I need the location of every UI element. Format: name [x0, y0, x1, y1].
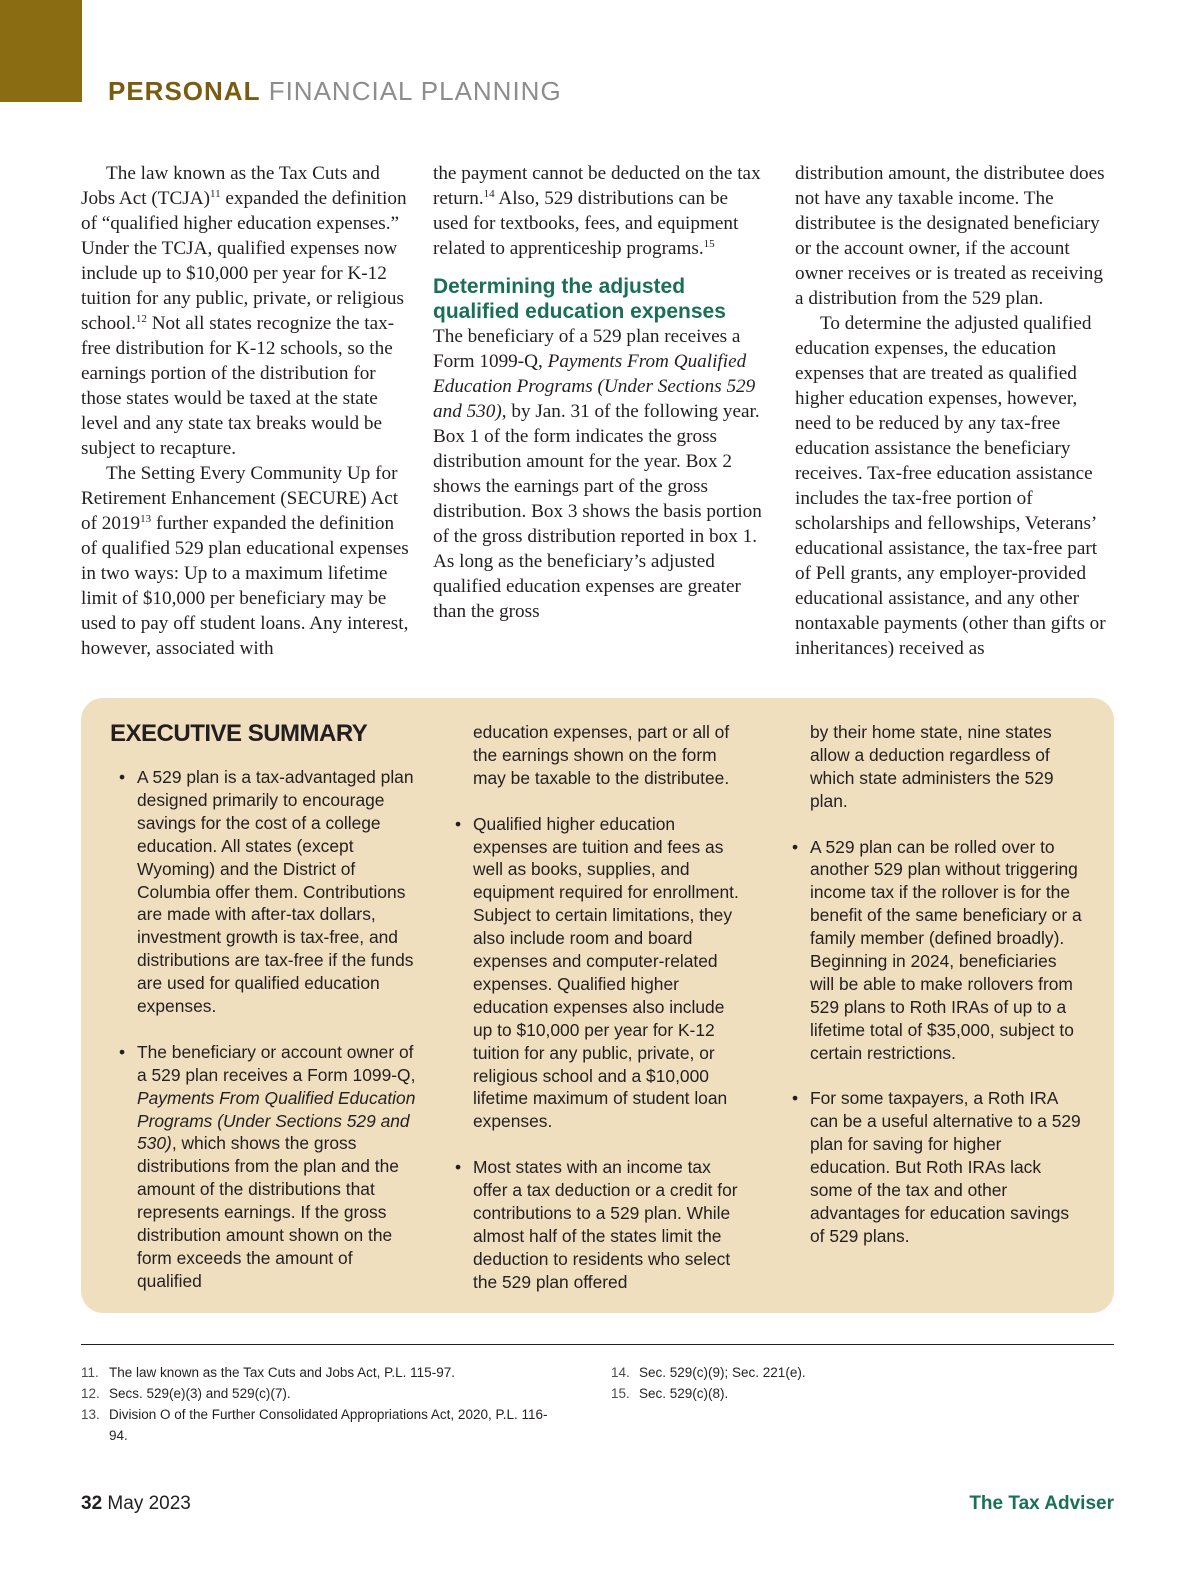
- footnote-number: 11.: [81, 1365, 99, 1380]
- summary-bullet-item: [110, 1041, 420, 1293]
- footnote-ref: 11: [209, 188, 221, 200]
- summary-bullet-item: [110, 766, 420, 1018]
- summary-bullet-item: [446, 813, 746, 1134]
- text-run: Also, 529 distributions can be used for textbooks, fees, and equipment related to apprenticeship programs.: [433, 188, 739, 259]
- footnote-number: 14.: [611, 1365, 630, 1380]
- publication-name: The Tax Adviser: [969, 1493, 1114, 1514]
- footnote-ref: 14: [483, 188, 495, 200]
- corner-color-block: [0, 0, 82, 102]
- summary-column-3: [783, 721, 1083, 1271]
- section-subheading: Determining the adjusted qualified education expenses: [433, 275, 726, 323]
- summary-bullet-continuation: [446, 721, 746, 790]
- summary-column-2: [446, 721, 746, 1317]
- footnotes-left: [81, 1362, 561, 1446]
- bullet-text: Qualified higher education expenses are tuition and fees as well as books, supplies, and equipment required for enrollment. Subject to certain limitations, they also include room and board expenses and computer-related expenses. Qualified higher education expenses also include up to $10,000 per year for K-12 tuition for any public, private, or religious school and a $10,000 lifetime maximum of student loan expenses.: [473, 813, 739, 1132]
- footnote: [81, 1404, 561, 1446]
- footnote-number: 12.: [81, 1386, 100, 1401]
- bullet-icon: •: [455, 813, 462, 834]
- paragraph: [81, 461, 413, 661]
- footnote-number: 13.: [81, 1407, 100, 1422]
- page-footer-left: [81, 1491, 191, 1517]
- bullet-text: by their home state, nine states allow a deduction regardless of which state administers the 529 plan.: [810, 722, 1054, 811]
- bullet-icon: •: [792, 1088, 799, 1109]
- executive-summary-box: [81, 698, 1114, 1313]
- text-run: Not all states recognize the tax-free distribution for K-12 schools, so the earnings portion of the distribution for those states would be taxed at the state level and any state tax breaks would be subject to recapture.: [81, 313, 395, 459]
- footnote-ref: 15: [703, 238, 715, 250]
- paragraph: [81, 161, 413, 461]
- bullet-icon: •: [119, 1041, 126, 1062]
- footnote-text: Division O of the Further Consolidated Appropriations Act, 2020, P.L. 116-94.: [109, 1407, 548, 1443]
- summary-bullet-item: [446, 1156, 746, 1293]
- body-column-2: [433, 161, 768, 624]
- issue-date: May 2023: [107, 1493, 191, 1514]
- bullet-text: education expenses, part or all of the earnings shown on the form may be taxable to the distributee.: [473, 722, 730, 788]
- page-number: 32: [81, 1493, 103, 1514]
- body-column-1: [81, 161, 413, 661]
- footnote-text: Sec. 529(c)(8).: [639, 1386, 729, 1401]
- footnote: [81, 1383, 561, 1404]
- summary-bullet-item: [783, 1087, 1083, 1247]
- paragraph: To determine the adjusted qualified education expenses, the education expenses that are treated as qualified higher education expenses, however, need to be reduced by any tax-free education assistance the beneficiary receives. Tax-free education assistance includes the tax-free portion of scholarships and fellowships, Veterans’ educational assistance, the tax-free part of Pell grants, any employer-provided educational assistance, and any other nontaxable payments (other than gifts or inheritances) received as: [795, 313, 1106, 659]
- paragraph: [433, 161, 768, 261]
- bullet-text: The beneficiary or account owner of a 529 plan receives a Form 1099-Q,: [137, 1041, 416, 1085]
- form-title-italic: Payments From Qualified Education Programs (Under Sections 529 and 530): [433, 351, 756, 422]
- text-run: expanded the definition of “qualified higher education expenses.” Under the TCJA, qualified expenses now include up to $10,000 per year for K-12 tuition for any public, private, or religious school.: [81, 188, 407, 334]
- section-header-bold: PERSONAL: [108, 76, 261, 106]
- footnote: [611, 1362, 1011, 1383]
- bullet-text: For some taxpayers, a Roth IRA can be a useful alternative to a 529 plan for saving for higher education. But Roth IRAs lack some of the tax and other advantages for education savings of 529 plans.: [810, 1088, 1081, 1246]
- bullet-text: Most states with an income tax offer a tax deduction or a credit for contributions to a 529 plan. While almost half of the states limit the deduction to residents who select the 529 plan offered: [473, 1157, 738, 1292]
- bullet-text: A 529 plan can be rolled over to another 529 plan without triggering income tax if the rollover is for the benefit of the same beneficiary or a family member (defined broadly). Beginning in 2024, beneficiaries will be able to make rollovers from 529 plans to Roth IRAs of up to a lifetime total of $35,000, subject to certain restrictions.: [810, 836, 1082, 1063]
- paragraph: [433, 324, 768, 624]
- footnote-divider: [81, 1344, 1114, 1345]
- body-column-3: [795, 161, 1113, 661]
- text-run: further expanded the definition of qualified 529 plan educational expenses in two ways: Up to a maximum lifetime limit of $10,000 per beneficiary may be used to pay off student loans. Any interest, however, associated with: [81, 513, 409, 659]
- footnote-ref: 13: [140, 513, 152, 525]
- footnotes-right: [611, 1362, 1011, 1404]
- section-header-light: FINANCIAL PLANNING: [268, 76, 562, 106]
- bullet-icon: •: [455, 1157, 462, 1178]
- footnote-ref: 12: [135, 313, 147, 325]
- text-run: The beneficiary of a 529 plan receives a Form 1099-Q,: [433, 326, 741, 372]
- bullet-icon: •: [119, 767, 126, 787]
- text-run: The Setting Every Community Up for Retirement Enhancement (SECURE) Act of 2019: [81, 463, 399, 534]
- footnote: [81, 1362, 561, 1383]
- section-header: [108, 76, 562, 106]
- footnote-text: The law known as the Tax Cuts and Jobs Act, P.L. 115-97.: [109, 1365, 455, 1380]
- footnote-text: Sec. 529(c)(9); Sec. 221(e).: [639, 1365, 806, 1380]
- summary-bullet-continuation: [783, 721, 1083, 813]
- text-run: The law known as the Tax Cuts and Jobs Act (TCJA): [81, 163, 380, 209]
- executive-summary-title: EXECUTIVE SUMMARY: [110, 720, 368, 747]
- paragraph: distribution amount, the distributee does not have any taxable income. The distributee is the designated beneficiary or the account owner, if the account owner receives or is treated as receiving a distribution from the 529 plan.: [795, 163, 1105, 309]
- bullet-text: , which shows the gross distributions from the plan and the amount of the distributions that represents earnings. If the gross distribution amount shown on the form exceeds the amount of qualified: [137, 1133, 399, 1291]
- footnote-text: Secs. 529(e)(3) and 529(c)(7).: [109, 1386, 291, 1401]
- footnote: [611, 1383, 1011, 1404]
- bullet-text: A 529 plan is a tax-advantaged plan designed primarily to encourage savings for the cost of a college education. All states (except Wyoming) and the District of Columbia offer them. Contributions are made with after-tax dollars, investment growth is tax-free, and distributions are tax-free if the funds are used for qualified education expenses.: [137, 767, 414, 1017]
- bullet-icon: •: [792, 836, 799, 857]
- summary-bullet-item: [783, 836, 1083, 1065]
- footnote-number: 15.: [611, 1386, 630, 1401]
- form-title-italic: Payments From Qualified Education Programs (Under Sections 529 and 530): [137, 1087, 416, 1154]
- summary-column-1: [110, 766, 420, 1316]
- text-run: the payment cannot be deducted on the tax return.: [433, 163, 761, 209]
- text-run: , by Jan. 31 of the following year. Box 1 of the form indicates the gross distribution amount for the year. Box 2 shows the earnings part of the gross distribution. Box 3 shows the basis portion of the gross distribution reported in box 1. As long as the beneficiary’s adjusted qualified education expenses are greater than the gross: [433, 401, 762, 622]
